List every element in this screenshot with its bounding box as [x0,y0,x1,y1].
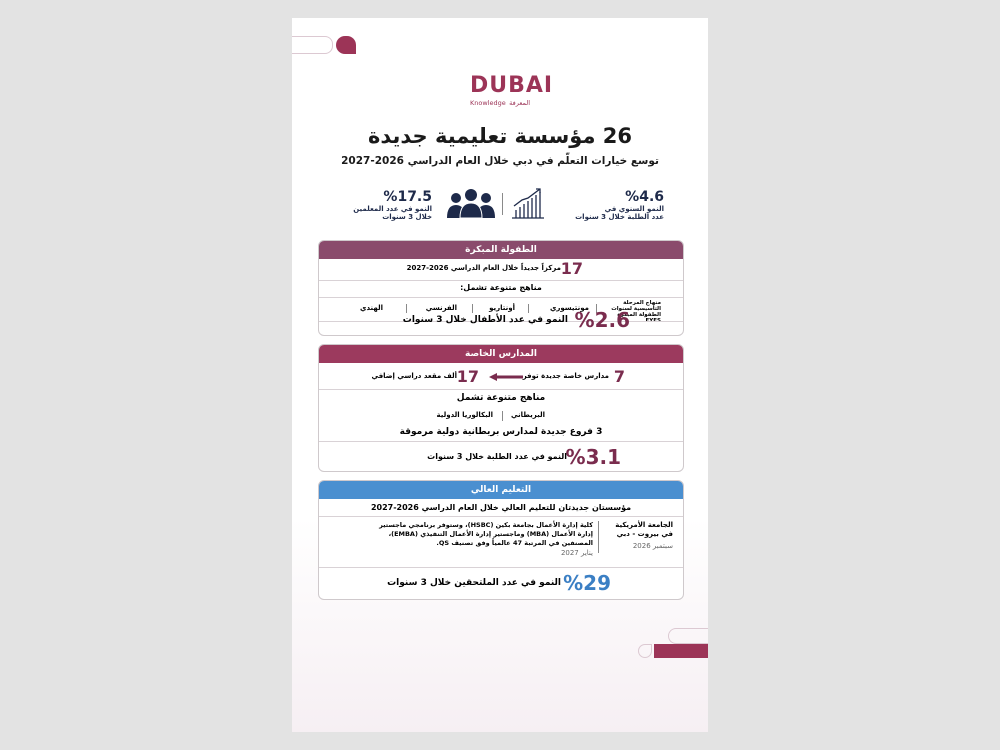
deco-shape-bottom [654,644,708,658]
growth-chart-icon [510,186,546,220]
infographic-poster [292,18,708,732]
dubai-knowledge-logo [470,73,554,107]
higher-inst1-name: الجامعة الأمريكية في بيروت - دبي [615,521,673,538]
higher-inst1-date: سبتمبر 2026 [632,542,673,550]
higher-intro: مؤسستان جديدتان للتعليم العالي خلال العام الدراسي 2026-2027 [370,503,632,512]
deco-circle-bottom [638,644,652,658]
higher-inst2-text: كلية إدارة الأعمال بجامعة بكين (HSBC)، وستوفر برنامجي ماجستير إدارة الأعمال (MBA) وماجستير إدارة الأعمال التنفيذي (EMBA)، المصنفين في المرتبة 47 عالمياً وفق تصنيف QS. [379,521,593,547]
private-seats-text: ألف مقعد دراسي إضافي [371,372,457,380]
stat-students [554,190,664,221]
section-private-schools [318,344,684,472]
private-growth-value: %3.1 [565,445,621,469]
early-curriculum-ontario: أونتاريو [489,304,515,312]
logo-sub-ar: المعرفة [509,99,530,107]
early-curriculum-french: الفرنسي [425,304,457,312]
private-curriculum-ib: البكالوريا الدولية [436,411,493,419]
people-group-icon [446,188,496,218]
early-curriculum-montessori: مونتيسوري [549,304,589,312]
stat-students-label-1: النمو السنوي في [604,205,664,213]
private-schools-header: المدارس الخاصة [319,345,683,363]
higher-growth-value: %29 [563,571,611,595]
early-growth-text: النمو في عدد الأطفال خلال 3 سنوات [402,315,568,325]
higher-inst2-date: يناير 2027 [560,549,593,557]
stat-students-value: %4.6 [625,189,664,205]
logo-sub-en: Knowledge [470,99,506,107]
early-count-text: مركزاً جديداً خلال العام الدراسي 2026-2027 [406,264,561,272]
early-childhood-header: الطفولة المبكرة [319,241,683,259]
stats-divider [502,193,503,215]
early-curriculum-indian: الهندي [360,304,383,312]
private-schools-count: 7 [613,367,625,386]
deco-outline-top [292,36,333,54]
stat-teachers [332,190,432,221]
early-count: 17 [560,259,583,278]
deco-outline-bottom [668,628,708,644]
private-branches-text: 3 فروع جديدة لمدارس بريطانية دولية مرموقة [399,427,603,437]
arrow-left-icon [489,373,523,381]
early-growth-value: %2.6 [574,308,630,332]
higher-growth-text: النمو في عدد الملتحقين خلال 3 سنوات [387,578,561,588]
early-curricula-title: مناهج متنوعة تشمل: [460,283,542,292]
page-subtitle: توسع خيارات التعلّم في دبي خلال العام الدراسي 2026-2027 [341,155,659,167]
private-seats-count: 17 [456,367,479,386]
early-curriculum-eyfs: منهاج المرحلة التأسيسية لسنوات الطفولة المبكرة [611,300,661,318]
deco-shape-top [336,36,356,54]
page-title: 26 مؤسسة تعليمية جديدة [367,124,633,148]
private-curricula-title: مناهج متنوعة تشمل [456,393,546,403]
private-growth-text: النمو في عدد الطلبة خلال 3 سنوات [427,452,567,461]
stat-teachers-label-1: النمو في عدد المعلمين [353,205,432,213]
stat-students-label-2: عدد الطلبة خلال 3 سنوات [575,213,664,221]
logo-main-text: DUBAI [470,73,554,98]
stat-teachers-value: %17.5 [383,189,432,205]
private-curriculum-british: البريطاني [510,411,545,419]
stat-teachers-label-2: خلال 3 سنوات [382,213,432,221]
private-schools-text: مدارس خاصة جديدة توفر [522,372,609,380]
section-higher-education [318,480,684,600]
higher-education-header: التعليم العالي [319,481,683,499]
